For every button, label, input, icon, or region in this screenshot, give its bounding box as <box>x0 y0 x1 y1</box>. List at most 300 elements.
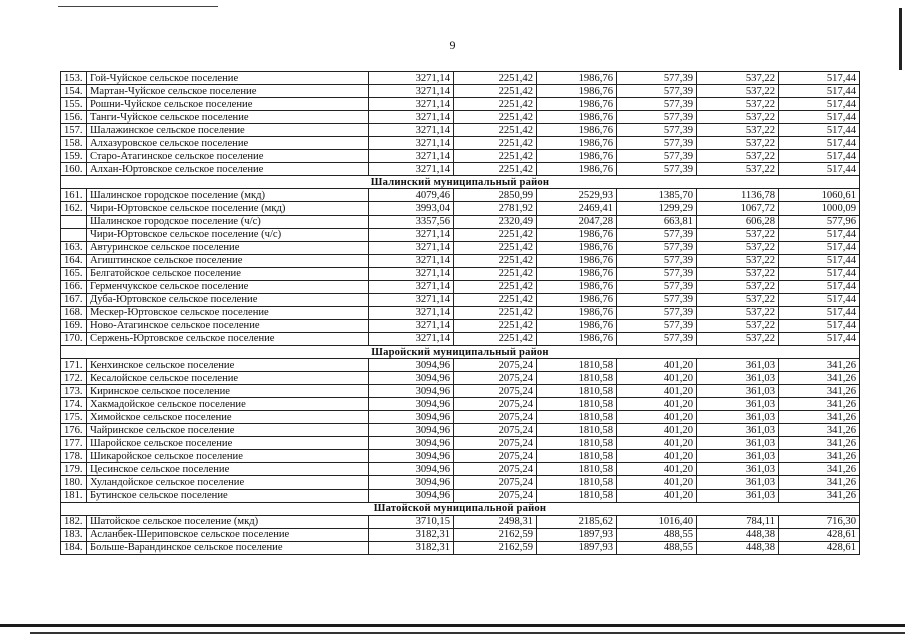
value-cell-2: 2498,31 <box>454 515 537 528</box>
table-row <box>61 411 860 424</box>
value-cell-2: 2251,42 <box>454 306 537 319</box>
value-cell-4: 577,39 <box>617 163 697 176</box>
value-cell-3: 1986,76 <box>537 98 617 111</box>
table-row <box>61 489 860 502</box>
row-number: 166. <box>61 280 87 293</box>
value-cell-6: 341,26 <box>779 372 860 385</box>
value-cell-2: 2075,24 <box>454 424 537 437</box>
value-cell-4: 577,39 <box>617 124 697 137</box>
value-cell-1: 4079,46 <box>369 189 454 202</box>
value-cell-3: 1986,76 <box>537 72 617 85</box>
settlement-name: Чири-Юртовское сельское поселение (ч/с) <box>87 228 369 241</box>
value-cell-3: 1810,58 <box>537 359 617 372</box>
value-cell-5: 448,38 <box>697 528 779 541</box>
value-cell-6: 577,96 <box>779 215 860 228</box>
value-cell-6: 517,44 <box>779 124 860 137</box>
value-cell-3: 1810,58 <box>537 463 617 476</box>
value-cell-6: 341,26 <box>779 437 860 450</box>
settlement-name: Гой-Чуйское сельское поселение <box>87 72 369 85</box>
value-cell-6: 517,44 <box>779 98 860 111</box>
table-row <box>61 437 860 450</box>
value-cell-5: 537,22 <box>697 150 779 163</box>
value-cell-1: 3094,96 <box>369 476 454 489</box>
value-cell-1: 3357,56 <box>369 215 454 228</box>
value-cell-2: 2075,24 <box>454 372 537 385</box>
row-number: 175. <box>61 411 87 424</box>
value-cell-3: 1986,76 <box>537 163 617 176</box>
value-cell-6: 517,44 <box>779 241 860 254</box>
settlement-name: Бутинское сельское поселение <box>87 489 369 502</box>
value-cell-4: 401,20 <box>617 424 697 437</box>
value-cell-4: 663,81 <box>617 215 697 228</box>
value-cell-5: 537,22 <box>697 228 779 241</box>
value-cell-1: 3094,96 <box>369 463 454 476</box>
table-row <box>61 476 860 489</box>
settlement-name: Автуринское сельское поселение <box>87 241 369 254</box>
row-number: 173. <box>61 385 87 398</box>
row-number: 168. <box>61 306 87 319</box>
value-cell-6: 517,44 <box>779 228 860 241</box>
value-cell-1: 3271,14 <box>369 137 454 150</box>
value-cell-5: 361,03 <box>697 476 779 489</box>
value-cell-5: 537,22 <box>697 319 779 332</box>
value-cell-1: 3094,96 <box>369 450 454 463</box>
settlement-name: Шалинское городское поселение (мкд) <box>87 189 369 202</box>
value-cell-2: 2251,42 <box>454 319 537 332</box>
value-cell-3: 1986,76 <box>537 124 617 137</box>
table-row <box>61 241 860 254</box>
value-cell-6: 517,44 <box>779 267 860 280</box>
scan-bottom-rule <box>0 624 905 627</box>
settlement-name: Алхазуровское сельское поселение <box>87 137 369 150</box>
value-cell-4: 577,39 <box>617 241 697 254</box>
value-cell-6: 517,44 <box>779 280 860 293</box>
value-cell-6: 517,44 <box>779 254 860 267</box>
value-cell-1: 3271,14 <box>369 254 454 267</box>
value-cell-1: 3094,96 <box>369 372 454 385</box>
value-cell-5: 537,22 <box>697 72 779 85</box>
value-cell-6: 517,44 <box>779 163 860 176</box>
value-cell-3: 2185,62 <box>537 515 617 528</box>
value-cell-3: 1897,93 <box>537 541 617 554</box>
row-number: 161. <box>61 189 87 202</box>
value-cell-3: 1986,76 <box>537 254 617 267</box>
value-cell-3: 1897,93 <box>537 528 617 541</box>
settlement-name: Мескер-Юртовское сельское поселение <box>87 306 369 319</box>
value-cell-5: 448,38 <box>697 541 779 554</box>
settlement-name: Дуба-Юртовское сельское поселение <box>87 293 369 306</box>
value-cell-2: 2075,24 <box>454 398 537 411</box>
value-cell-4: 401,20 <box>617 385 697 398</box>
value-cell-2: 2251,42 <box>454 111 537 124</box>
value-cell-2: 2251,42 <box>454 85 537 98</box>
value-cell-3: 2047,28 <box>537 215 617 228</box>
value-cell-6: 428,61 <box>779 541 860 554</box>
value-cell-5: 537,22 <box>697 306 779 319</box>
value-cell-2: 2075,24 <box>454 489 537 502</box>
value-cell-6: 341,26 <box>779 489 860 502</box>
settlement-name: Шаройское сельское поселение <box>87 437 369 450</box>
table-row <box>61 293 860 306</box>
table-row <box>61 215 860 228</box>
row-number: 165. <box>61 267 87 280</box>
value-cell-4: 577,39 <box>617 150 697 163</box>
settlement-name: Мартан-Чуйское сельское поселение <box>87 85 369 98</box>
value-cell-6: 428,61 <box>779 528 860 541</box>
value-cell-1: 3271,14 <box>369 306 454 319</box>
row-number: 180. <box>61 476 87 489</box>
settlement-name: Чири-Юртовское сельское поселение (мкд) <box>87 202 369 215</box>
value-cell-1: 3094,96 <box>369 489 454 502</box>
value-cell-4: 488,55 <box>617 541 697 554</box>
value-cell-2: 2075,24 <box>454 463 537 476</box>
row-number: 156. <box>61 111 87 124</box>
table-row <box>61 85 860 98</box>
value-cell-4: 401,20 <box>617 359 697 372</box>
table-row <box>61 163 860 176</box>
value-cell-2: 2251,42 <box>454 241 537 254</box>
section-title: Шатойской муниципальной район <box>61 502 860 515</box>
row-number <box>61 228 87 241</box>
value-cell-3: 1810,58 <box>537 437 617 450</box>
row-number: 179. <box>61 463 87 476</box>
settlement-name: Чайринское сельское поселение <box>87 424 369 437</box>
value-cell-4: 577,39 <box>617 306 697 319</box>
row-number: 155. <box>61 98 87 111</box>
value-cell-2: 2251,42 <box>454 150 537 163</box>
value-cell-4: 577,39 <box>617 98 697 111</box>
settlement-name: Рошни-Чуйское сельское поселение <box>87 98 369 111</box>
row-number: 157. <box>61 124 87 137</box>
value-cell-1: 3271,14 <box>369 124 454 137</box>
table-row <box>61 515 860 528</box>
settlement-name: Химойское сельское поселение <box>87 411 369 424</box>
value-cell-1: 3271,14 <box>369 241 454 254</box>
value-cell-5: 537,22 <box>697 98 779 111</box>
value-cell-6: 517,44 <box>779 293 860 306</box>
value-cell-6: 1000,09 <box>779 202 860 215</box>
row-number: 176. <box>61 424 87 437</box>
value-cell-2: 2251,42 <box>454 228 537 241</box>
value-cell-1: 3271,14 <box>369 228 454 241</box>
value-cell-4: 577,39 <box>617 319 697 332</box>
settlement-name: Ново-Атагинское сельское поселение <box>87 319 369 332</box>
value-cell-5: 537,22 <box>697 280 779 293</box>
value-cell-2: 2251,42 <box>454 332 537 345</box>
page-number: 9 <box>449 38 456 52</box>
settlement-name: Кесалойское сельское поселение <box>87 372 369 385</box>
value-cell-2: 2251,42 <box>454 72 537 85</box>
value-cell-3: 1810,58 <box>537 411 617 424</box>
value-cell-2: 2251,42 <box>454 280 537 293</box>
table-row <box>61 319 860 332</box>
settlement-name: Больше-Варандинское сельское поселение <box>87 541 369 554</box>
value-cell-5: 537,22 <box>697 137 779 150</box>
value-cell-3: 1986,76 <box>537 241 617 254</box>
value-cell-6: 517,44 <box>779 306 860 319</box>
value-cell-5: 361,03 <box>697 424 779 437</box>
value-cell-6: 517,44 <box>779 319 860 332</box>
value-cell-3: 1986,76 <box>537 111 617 124</box>
table-row <box>61 228 860 241</box>
value-cell-4: 577,39 <box>617 254 697 267</box>
row-number: 164. <box>61 254 87 267</box>
value-cell-4: 577,39 <box>617 72 697 85</box>
value-cell-4: 577,39 <box>617 293 697 306</box>
value-cell-1: 3271,14 <box>369 111 454 124</box>
value-cell-4: 401,20 <box>617 411 697 424</box>
value-cell-4: 577,39 <box>617 280 697 293</box>
value-cell-5: 361,03 <box>697 385 779 398</box>
settlement-name: Шалинское городское поселение (ч/с) <box>87 215 369 228</box>
value-cell-1: 3182,31 <box>369 541 454 554</box>
value-cell-1: 3094,96 <box>369 437 454 450</box>
row-number: 174. <box>61 398 87 411</box>
table-row <box>61 189 860 202</box>
value-cell-4: 1385,70 <box>617 189 697 202</box>
settlement-name: Агиштинское сельское поселение <box>87 254 369 267</box>
row-number <box>61 215 87 228</box>
value-cell-4: 401,20 <box>617 463 697 476</box>
value-cell-3: 2469,41 <box>537 202 617 215</box>
settlement-name: Киринское сельское поселение <box>87 385 369 398</box>
value-cell-2: 2162,59 <box>454 541 537 554</box>
row-number: 172. <box>61 372 87 385</box>
row-number: 182. <box>61 515 87 528</box>
value-cell-3: 1986,76 <box>537 150 617 163</box>
value-cell-5: 361,03 <box>697 463 779 476</box>
value-cell-6: 517,44 <box>779 137 860 150</box>
value-cell-3: 1986,76 <box>537 306 617 319</box>
section-header-row <box>61 176 860 189</box>
value-cell-2: 2251,42 <box>454 267 537 280</box>
table-row <box>61 111 860 124</box>
section-header-row <box>61 345 860 358</box>
value-cell-6: 1060,61 <box>779 189 860 202</box>
value-cell-4: 577,39 <box>617 111 697 124</box>
value-cell-3: 2529,93 <box>537 189 617 202</box>
value-cell-1: 3271,14 <box>369 267 454 280</box>
scan-bottom-rule-secondary <box>30 632 905 634</box>
value-cell-4: 577,39 <box>617 267 697 280</box>
table-row <box>61 306 860 319</box>
value-cell-5: 361,03 <box>697 398 779 411</box>
section-header-row <box>61 502 860 515</box>
value-cell-1: 3094,96 <box>369 411 454 424</box>
value-cell-6: 517,44 <box>779 332 860 345</box>
value-cell-2: 2075,24 <box>454 359 537 372</box>
value-cell-1: 3271,14 <box>369 293 454 306</box>
value-cell-2: 2251,42 <box>454 293 537 306</box>
value-cell-6: 517,44 <box>779 85 860 98</box>
value-cell-4: 401,20 <box>617 372 697 385</box>
value-cell-6: 341,26 <box>779 359 860 372</box>
value-cell-4: 1299,29 <box>617 202 697 215</box>
value-cell-5: 361,03 <box>697 489 779 502</box>
value-cell-3: 1810,58 <box>537 450 617 463</box>
value-cell-4: 488,55 <box>617 528 697 541</box>
row-number: 160. <box>61 163 87 176</box>
settlement-name: Старо-Атагинское сельское поселение <box>87 150 369 163</box>
table-row <box>61 280 860 293</box>
value-cell-5: 537,22 <box>697 241 779 254</box>
settlement-name: Алхан-Юртовское сельское поселение <box>87 163 369 176</box>
value-cell-3: 1810,58 <box>537 398 617 411</box>
value-cell-1: 3182,31 <box>369 528 454 541</box>
value-cell-3: 1810,58 <box>537 372 617 385</box>
value-cell-1: 3094,96 <box>369 359 454 372</box>
row-number: 158. <box>61 137 87 150</box>
table-row <box>61 541 860 554</box>
table-row <box>61 359 860 372</box>
value-cell-1: 3094,96 <box>369 424 454 437</box>
value-cell-5: 361,03 <box>697 411 779 424</box>
value-cell-6: 341,26 <box>779 385 860 398</box>
settlement-name: Сержень-Юртовское сельское поселение <box>87 332 369 345</box>
row-number: 162. <box>61 202 87 215</box>
row-number: 163. <box>61 241 87 254</box>
value-cell-2: 2251,42 <box>454 124 537 137</box>
table-row <box>61 150 860 163</box>
value-cell-1: 3271,14 <box>369 85 454 98</box>
value-cell-2: 2162,59 <box>454 528 537 541</box>
table-row <box>61 202 860 215</box>
value-cell-3: 1986,76 <box>537 137 617 150</box>
row-number: 171. <box>61 359 87 372</box>
table-row <box>61 528 860 541</box>
value-cell-1: 3271,14 <box>369 163 454 176</box>
value-cell-1: 3271,14 <box>369 72 454 85</box>
value-cell-3: 1986,76 <box>537 293 617 306</box>
value-cell-4: 577,39 <box>617 228 697 241</box>
value-cell-4: 401,20 <box>617 437 697 450</box>
value-cell-6: 716,30 <box>779 515 860 528</box>
table-row <box>61 124 860 137</box>
settlement-name: Шалажинское сельское поселение <box>87 124 369 137</box>
value-cell-2: 2320,49 <box>454 215 537 228</box>
row-number: 177. <box>61 437 87 450</box>
value-cell-1: 3271,14 <box>369 319 454 332</box>
table-row <box>61 398 860 411</box>
value-cell-5: 361,03 <box>697 450 779 463</box>
value-cell-3: 1986,76 <box>537 85 617 98</box>
table-row <box>61 463 860 476</box>
row-number: 170. <box>61 332 87 345</box>
value-cell-1: 3271,14 <box>369 332 454 345</box>
table-row <box>61 137 860 150</box>
value-cell-6: 341,26 <box>779 424 860 437</box>
value-cell-4: 577,39 <box>617 137 697 150</box>
value-cell-6: 341,26 <box>779 476 860 489</box>
table-row <box>61 424 860 437</box>
tariff-table <box>60 71 860 555</box>
row-number: 184. <box>61 541 87 554</box>
value-cell-4: 401,20 <box>617 398 697 411</box>
settlement-name: Цесинское сельское поселение <box>87 463 369 476</box>
row-number: 178. <box>61 450 87 463</box>
value-cell-4: 401,20 <box>617 489 697 502</box>
value-cell-6: 341,26 <box>779 411 860 424</box>
settlement-name: Шикаройское сельское поселение <box>87 450 369 463</box>
table-row <box>61 450 860 463</box>
value-cell-5: 537,22 <box>697 267 779 280</box>
row-number: 169. <box>61 319 87 332</box>
table-row <box>61 98 860 111</box>
table-row <box>61 385 860 398</box>
value-cell-5: 1067,72 <box>697 202 779 215</box>
row-number: 154. <box>61 85 87 98</box>
value-cell-5: 361,03 <box>697 372 779 385</box>
value-cell-4: 577,39 <box>617 85 697 98</box>
value-cell-5: 784,11 <box>697 515 779 528</box>
value-cell-3: 1986,76 <box>537 267 617 280</box>
value-cell-5: 606,28 <box>697 215 779 228</box>
section-title: Шалинский муниципальный район <box>61 176 860 189</box>
value-cell-5: 537,22 <box>697 254 779 267</box>
value-cell-2: 2075,24 <box>454 411 537 424</box>
value-cell-2: 2075,24 <box>454 476 537 489</box>
settlement-name: Асланбек-Шериповское сельское поселение <box>87 528 369 541</box>
value-cell-3: 1986,76 <box>537 332 617 345</box>
value-cell-5: 361,03 <box>697 437 779 450</box>
table-row <box>61 267 860 280</box>
row-number: 159. <box>61 150 87 163</box>
value-cell-2: 2850,99 <box>454 189 537 202</box>
value-cell-2: 2075,24 <box>454 385 537 398</box>
value-cell-4: 1016,40 <box>617 515 697 528</box>
value-cell-5: 1136,78 <box>697 189 779 202</box>
value-cell-2: 2251,42 <box>454 98 537 111</box>
value-cell-2: 2781,92 <box>454 202 537 215</box>
value-cell-2: 2075,24 <box>454 450 537 463</box>
table-row <box>61 72 860 85</box>
value-cell-4: 401,20 <box>617 450 697 463</box>
value-cell-4: 577,39 <box>617 332 697 345</box>
table-row <box>61 332 860 345</box>
value-cell-3: 1986,76 <box>537 228 617 241</box>
value-cell-1: 3710,15 <box>369 515 454 528</box>
value-cell-2: 2075,24 <box>454 437 537 450</box>
row-number: 153. <box>61 72 87 85</box>
scan-top-rule <box>58 6 218 9</box>
value-cell-2: 2251,42 <box>454 163 537 176</box>
value-cell-5: 537,22 <box>697 111 779 124</box>
row-number: 167. <box>61 293 87 306</box>
table-body <box>61 72 860 555</box>
value-cell-6: 517,44 <box>779 72 860 85</box>
value-cell-3: 1810,58 <box>537 476 617 489</box>
value-cell-5: 537,22 <box>697 293 779 306</box>
settlement-name: Хуландойское сельское поселение <box>87 476 369 489</box>
value-cell-2: 2251,42 <box>454 137 537 150</box>
settlement-name: Шатойское сельское поселение (мкд) <box>87 515 369 528</box>
value-cell-3: 1986,76 <box>537 280 617 293</box>
settlement-name: Кенхинское сельское поселение <box>87 359 369 372</box>
value-cell-5: 537,22 <box>697 85 779 98</box>
value-cell-2: 2251,42 <box>454 254 537 267</box>
table-row <box>61 254 860 267</box>
value-cell-5: 537,22 <box>697 163 779 176</box>
row-number: 183. <box>61 528 87 541</box>
value-cell-1: 3271,14 <box>369 150 454 163</box>
value-cell-4: 401,20 <box>617 476 697 489</box>
row-number: 181. <box>61 489 87 502</box>
value-cell-1: 3271,14 <box>369 280 454 293</box>
value-cell-1: 3094,96 <box>369 398 454 411</box>
value-cell-3: 1810,58 <box>537 489 617 502</box>
value-cell-6: 517,44 <box>779 111 860 124</box>
value-cell-3: 1810,58 <box>537 385 617 398</box>
